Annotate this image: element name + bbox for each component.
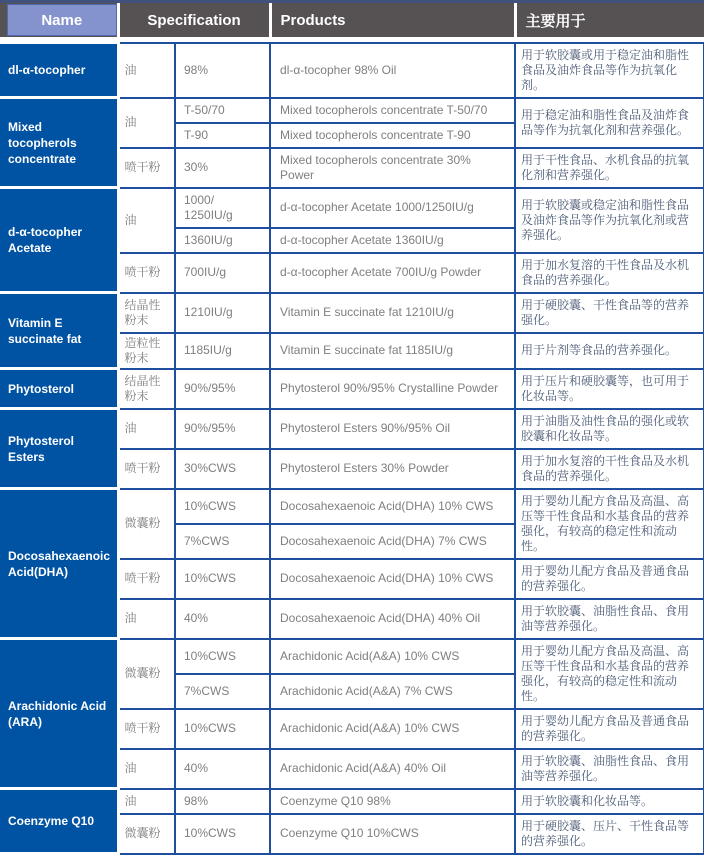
product-name-cell: d-α-tocopher Acetate — [0, 188, 118, 293]
product-cell: Mixed tocopherols concentrate T-50/70 — [270, 98, 515, 123]
product-cell: Vitamin E succinate fat 1185IU/g — [270, 333, 515, 369]
specification-form-cell: 油 — [118, 409, 175, 449]
specification-value-cell: 30% — [175, 148, 270, 188]
specification-value-cell: 30%CWS — [175, 449, 270, 489]
specification-form-cell: 喷干粉 — [118, 449, 175, 489]
product-cell: Phytosterol Esters 90%/95% Oil — [270, 409, 515, 449]
product-name-cell: Coenzyme Q10 — [0, 789, 118, 854]
main-use-cell: 用于硬胶囊、压片、干性食品等的营养强化。 — [515, 814, 704, 854]
product-cell: Arachidonic Acid(A&A) 10% CWS — [270, 709, 515, 749]
specification-value-cell: 700IU/g — [175, 253, 270, 293]
product-row — [0, 639, 704, 674]
specification-value-cell: 40% — [175, 599, 270, 639]
product-cell: Mixed tocopherols concentrate 30% Power — [270, 148, 515, 188]
specification-form-cell: 油 — [118, 188, 175, 253]
column-header-specification: Specification — [118, 3, 270, 37]
main-use-cell: 用于加水复溶的干性食品及水机食品的营养强化。 — [515, 449, 704, 489]
main-use-cell: 用于干性食品、水机食品的抗氧化剂和营养强化。 — [515, 148, 704, 188]
specification-form-cell: 喷干粉 — [118, 253, 175, 293]
main-use-cell: 用于稳定油和脂性食品及油炸食品等作为抗氧化剂和营养强化。 — [515, 98, 704, 148]
specification-form-cell: 油 — [118, 43, 175, 98]
product-name-cell: Phytosterol Esters — [0, 409, 118, 489]
product-cell: Docosahexaenoic Acid(DHA) 10% CWS — [270, 559, 515, 599]
main-use-cell: 用于软胶囊、油脂性食品、食用油等营养强化。 — [515, 749, 704, 789]
specification-form-cell: 油 — [118, 789, 175, 814]
specification-form-cell: 喷干粉 — [118, 148, 175, 188]
product-cell: Docosahexaenoic Acid(DHA) 40% Oil — [270, 599, 515, 639]
specification-value-cell: 7%CWS — [175, 674, 270, 709]
product-cell: Docosahexaenoic Acid(DHA) 7% CWS — [270, 524, 515, 559]
specification-value-cell: 10%CWS — [175, 709, 270, 749]
product-cell: Coenzyme Q10 10%CWS — [270, 814, 515, 854]
product-name-cell: Docosahexaenoic Acid(DHA) — [0, 489, 118, 639]
product-name-cell: Vitamin E succinate fat — [0, 293, 118, 369]
product-cell: Mixed tocopherols concentrate T-90 — [270, 123, 515, 148]
specification-value-cell: 90%/95% — [175, 409, 270, 449]
product-name-cell: Phytosterol — [0, 369, 118, 409]
column-header-name: Name — [7, 4, 117, 36]
specification-form-cell: 结晶性粉末 — [118, 293, 175, 333]
specification-value-cell: 10%CWS — [175, 639, 270, 674]
product-cell: Vitamin E succinate fat 1210IU/g — [270, 293, 515, 333]
product-cell: Coenzyme Q10 98% — [270, 789, 515, 814]
main-use-cell: 用于婴幼儿配方食品及普通食品的营养强化。 — [515, 709, 704, 749]
specification-value-cell: T-50/70 — [175, 98, 270, 123]
product-specification-table — [0, 3, 704, 855]
main-use-cell: 用于软胶囊和化妆品等。 — [515, 789, 704, 814]
specification-form-cell: 结晶性粉末 — [118, 369, 175, 409]
product-cell: d-α-tocopher Acetate 700IU/g Powder — [270, 253, 515, 293]
specification-form-cell: 微囊粉 — [118, 639, 175, 709]
specification-value-cell: 98% — [175, 43, 270, 98]
main-use-cell: 用于压片和硬胶囊等，也可用于化妆品等。 — [515, 369, 704, 409]
product-cell: Phytosterol 90%/95% Crystalline Powder — [270, 369, 515, 409]
product-cell: Arachidonic Acid(A&A) 40% Oil — [270, 749, 515, 789]
main-use-cell: 用于婴幼儿配方食品及高温、高压等干性食品和水基食品的营养强化，有较高的稳定性和流动性。 — [515, 489, 704, 559]
specification-value-cell: 1210IU/g — [175, 293, 270, 333]
product-name-cell: Arachidonic Acid (ARA) — [0, 639, 118, 789]
product-name-cell: Mixed tocopherols concentrate — [0, 98, 118, 188]
main-use-cell: 用于硬胶囊、干性食品等的营养强化。 — [515, 293, 704, 333]
product-row — [0, 489, 704, 524]
specification-value-cell: 1000/ 1250IU/g — [175, 188, 270, 228]
specification-value-cell: 7%CWS — [175, 524, 270, 559]
product-cell: Arachidonic Acid(A&A) 10% CWS — [270, 639, 515, 674]
product-row — [0, 409, 704, 449]
main-use-cell: 用于婴幼儿配方食品及普通食品的营养强化。 — [515, 559, 704, 599]
specification-form-cell: 喷干粉 — [118, 709, 175, 749]
product-cell: d-α-tocopher Acetate 1360IU/g — [270, 228, 515, 253]
specification-value-cell: 98% — [175, 789, 270, 814]
column-header-name-cell — [0, 3, 118, 37]
specification-value-cell: 10%CWS — [175, 489, 270, 524]
product-row — [0, 369, 704, 409]
specification-form-cell: 油 — [118, 98, 175, 148]
specification-form-cell: 油 — [118, 749, 175, 789]
specification-value-cell: 1185IU/g — [175, 333, 270, 369]
product-cell: dl-α-tocopher 98% Oil — [270, 43, 515, 98]
specification-value-cell: T-90 — [175, 123, 270, 148]
table-body — [0, 43, 704, 854]
product-cell: Arachidonic Acid(A&A) 7% CWS — [270, 674, 515, 709]
product-cell: d-α-tocopher Acetate 1000/1250IU/g — [270, 188, 515, 228]
column-header-products: Products — [270, 3, 515, 37]
main-use-cell: 用于软胶囊或用于稳定油和脂性食品及油炸食品等作为抗氧化剂。 — [515, 43, 704, 98]
product-row — [0, 43, 704, 98]
main-use-cell: 用于加水复溶的干性食品及水机食品的营养强化。 — [515, 253, 704, 293]
specification-value-cell: 90%/95% — [175, 369, 270, 409]
specification-form-cell: 微囊粉 — [118, 489, 175, 559]
product-cell: Phytosterol Esters 30% Powder — [270, 449, 515, 489]
main-use-cell: 用于软胶囊或稳定油和脂性食品及油炸食品等作为抗氧化剂或营养强化。 — [515, 188, 704, 253]
product-row — [0, 789, 704, 814]
main-use-cell: 用于片剂等食品的营养强化。 — [515, 333, 704, 369]
specification-form-cell: 油 — [118, 599, 175, 639]
column-header-main-use: 主要用于 — [515, 3, 704, 37]
specification-value-cell: 10%CWS — [175, 559, 270, 599]
product-row — [0, 293, 704, 333]
header-row — [0, 3, 704, 37]
product-cell: Docosahexaenoic Acid(DHA) 10% CWS — [270, 489, 515, 524]
specification-value-cell: 1360IU/g — [175, 228, 270, 253]
product-row — [0, 188, 704, 228]
main-use-cell: 用于婴幼儿配方食品及高温、高压等干性食品和水基食品的营养强化，有较高的稳定性和流动性。 — [515, 639, 704, 709]
main-use-cell: 用于油脂及油性食品的强化或软胶囊和化妆品等。 — [515, 409, 704, 449]
specification-form-cell: 造粒性粉末 — [118, 333, 175, 369]
specification-value-cell: 10%CWS — [175, 814, 270, 854]
product-row — [0, 98, 704, 123]
main-use-cell: 用于软胶囊、油脂性食品、食用油等营养强化。 — [515, 599, 704, 639]
specification-form-cell: 微囊粉 — [118, 814, 175, 854]
specification-value-cell: 40% — [175, 749, 270, 789]
specification-form-cell: 喷干粉 — [118, 559, 175, 599]
product-name-cell: dl-α-tocopher — [0, 43, 118, 98]
